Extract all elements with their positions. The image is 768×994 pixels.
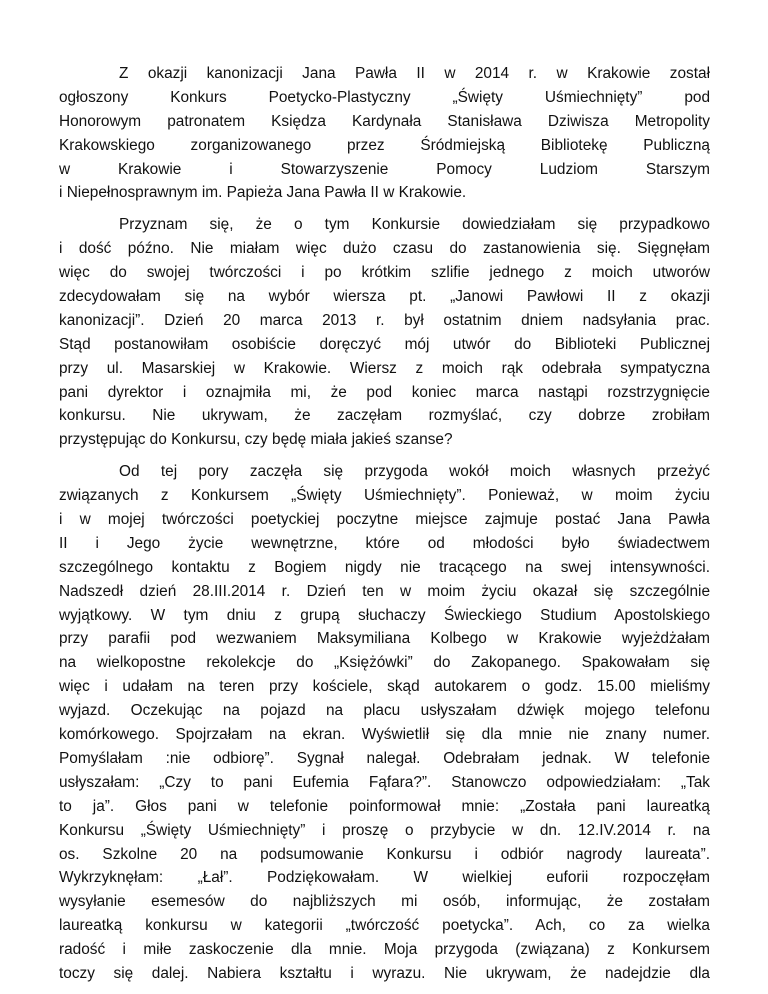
text-line: usłyszałam: „Czy to pani Eufemia Fąfara?”. Stanowczo odpowiedziałam: „Tak <box>59 773 710 791</box>
text-line: na wielkopostne rekolekcje do „Księżówki” do Zakopanego. Spakowałam się <box>59 654 710 672</box>
paragraph-1 <box>59 62 710 205</box>
text-line: więc i udałam na teren przy kościele, skąd autokarem o godz. 15.00 mieliśmy <box>59 678 710 696</box>
text-line: os. Szkolne 20 na podsumowanie Konkursu i odbiór nagrody laureata”. <box>59 845 710 863</box>
text-line: Krakowskiego zorganizowanego przez Śródmiejską Bibliotekę Publiczną <box>59 136 710 154</box>
text-line: konkursu. Nie ukrywam, że zaczęłam rozmyślać, czy dobrze zrobiłam <box>59 407 710 425</box>
paragraph-3 <box>59 460 710 986</box>
text-line: pani dyrektor i oznajmiła mi, że pod koniec marca nastąpi rozstrzygnięcie <box>59 383 710 401</box>
text-line: laureatką konkursu w kategorii „twórczość poetycka”. Ach, co za wielka <box>59 917 710 935</box>
text-line: Konkursu „Święty Uśmiechnięty” i proszę o przybycie w dn. 12.IV.2014 r. na <box>59 821 710 839</box>
text-line: i Niepełnosprawnym im. Papieża Jana Pawła II w Krakowie. <box>59 184 467 202</box>
text-line: Przyznam się, że o tym Konkursie dowiedziałam się przypadkowo <box>119 216 710 234</box>
text-line: to ja”. Głos pani w telefonie poinformował mnie: „Została pani laureatką <box>59 797 710 815</box>
text-line: Z okazji kanonizacji Jana Pawła II w 2014 r. w Krakowie został <box>119 65 710 82</box>
text-line: Od tej pory zaczęła się przygoda wokół moich własnych przeżyć <box>119 463 710 481</box>
text-line: zdecydowałam się na wybór wiersza pt. „Janowi Pawłowi II z okazji <box>59 288 710 306</box>
text-line: wyjątkowy. W tym dniu z grupą słuchaczy Świeckiego Studium Apostolskiego <box>59 606 710 624</box>
text-line: przy parafii pod wezwaniem Maksymiliana Kolbego w Krakowie wyjeżdżałam <box>59 630 710 648</box>
text-line: Honorowym patronatem Księdza Kardynała Stanisława Dziwisza Metropolity <box>59 112 710 130</box>
text-line: w Krakowie i Stowarzyszenie Pomocy Ludziom Starszym <box>59 160 710 178</box>
text-line: więc do swojej twórczości i po krótkim szlifie jednego z moich utworów <box>59 264 710 282</box>
text-line: toczy się dalej. Nabiera kształtu i wyrazu. Nie ukrywam, że nadejdzie dla <box>59 964 710 982</box>
text-line: Nadszedł dzień 28.III.2014 r. Dzień ten w moim życiu okazał się szczególnie <box>59 582 710 600</box>
text-line: ogłoszony Konkurs Poetycko-Plastyczny „Święty Uśmiechnięty” pod <box>59 88 710 106</box>
text-line: radość i miłe zaskoczenie dla mnie. Moja przygoda (związana) z Konkursem <box>59 941 710 959</box>
text-line: Stąd postanowiłam osobiście doręczyć mój utwór do Biblioteki Publicznej <box>59 335 710 353</box>
paragraph-2 <box>59 213 710 452</box>
text-line: wyjazd. Oczekując na pojazd na placu usłyszałam dźwięk mojego telefonu <box>59 702 710 720</box>
document-page <box>59 62 710 994</box>
text-line: Wykrzyknęłam: „Łał”. Podziękowałam. W wielkiej euforii rozpoczęłam <box>59 869 710 887</box>
text-line: przy ul. Masarskiej w Krakowie. Wiersz z moich rąk odebrała sympatyczna <box>59 359 710 377</box>
text-line: szczególnego kontaktu z Bogiem nigdy nie tracącego na swej intensywności. <box>59 558 710 576</box>
text-line: komórkowego. Spojrzałam na ekran. Wyświetlił się dla mnie nie znany numer. <box>59 726 710 744</box>
text-line: przystępując do Konkursu, czy będę miała jakieś szanse? <box>59 431 453 449</box>
text-line: i w mojej twórczości poetyckiej poczytne miejsce zajmuje postać Jana Pawła <box>59 511 710 529</box>
text-line: Pomyślałam :nie odbiorę”. Sygnał nalegał. Odebrałam jednak. W telefonie <box>59 749 710 767</box>
text-line: II i Jego życie wewnętrzne, które od młodości było świadectwem <box>59 534 710 552</box>
text-line: kanonizacji”. Dzień 20 marca 2013 r. był ostatnim dniem nadsyłania prac. <box>59 311 710 329</box>
text-line: wysyłanie esemesów do najbliższych mi osób, informując, że zostałam <box>59 893 710 911</box>
text-line: i dość późno. Nie miałam więc dużo czasu do zastanowienia się. Sięgnęłam <box>59 240 710 258</box>
text-line: związanych z Konkursem „Święty Uśmiechnięty”. Ponieważ, w moim życiu <box>59 487 710 505</box>
